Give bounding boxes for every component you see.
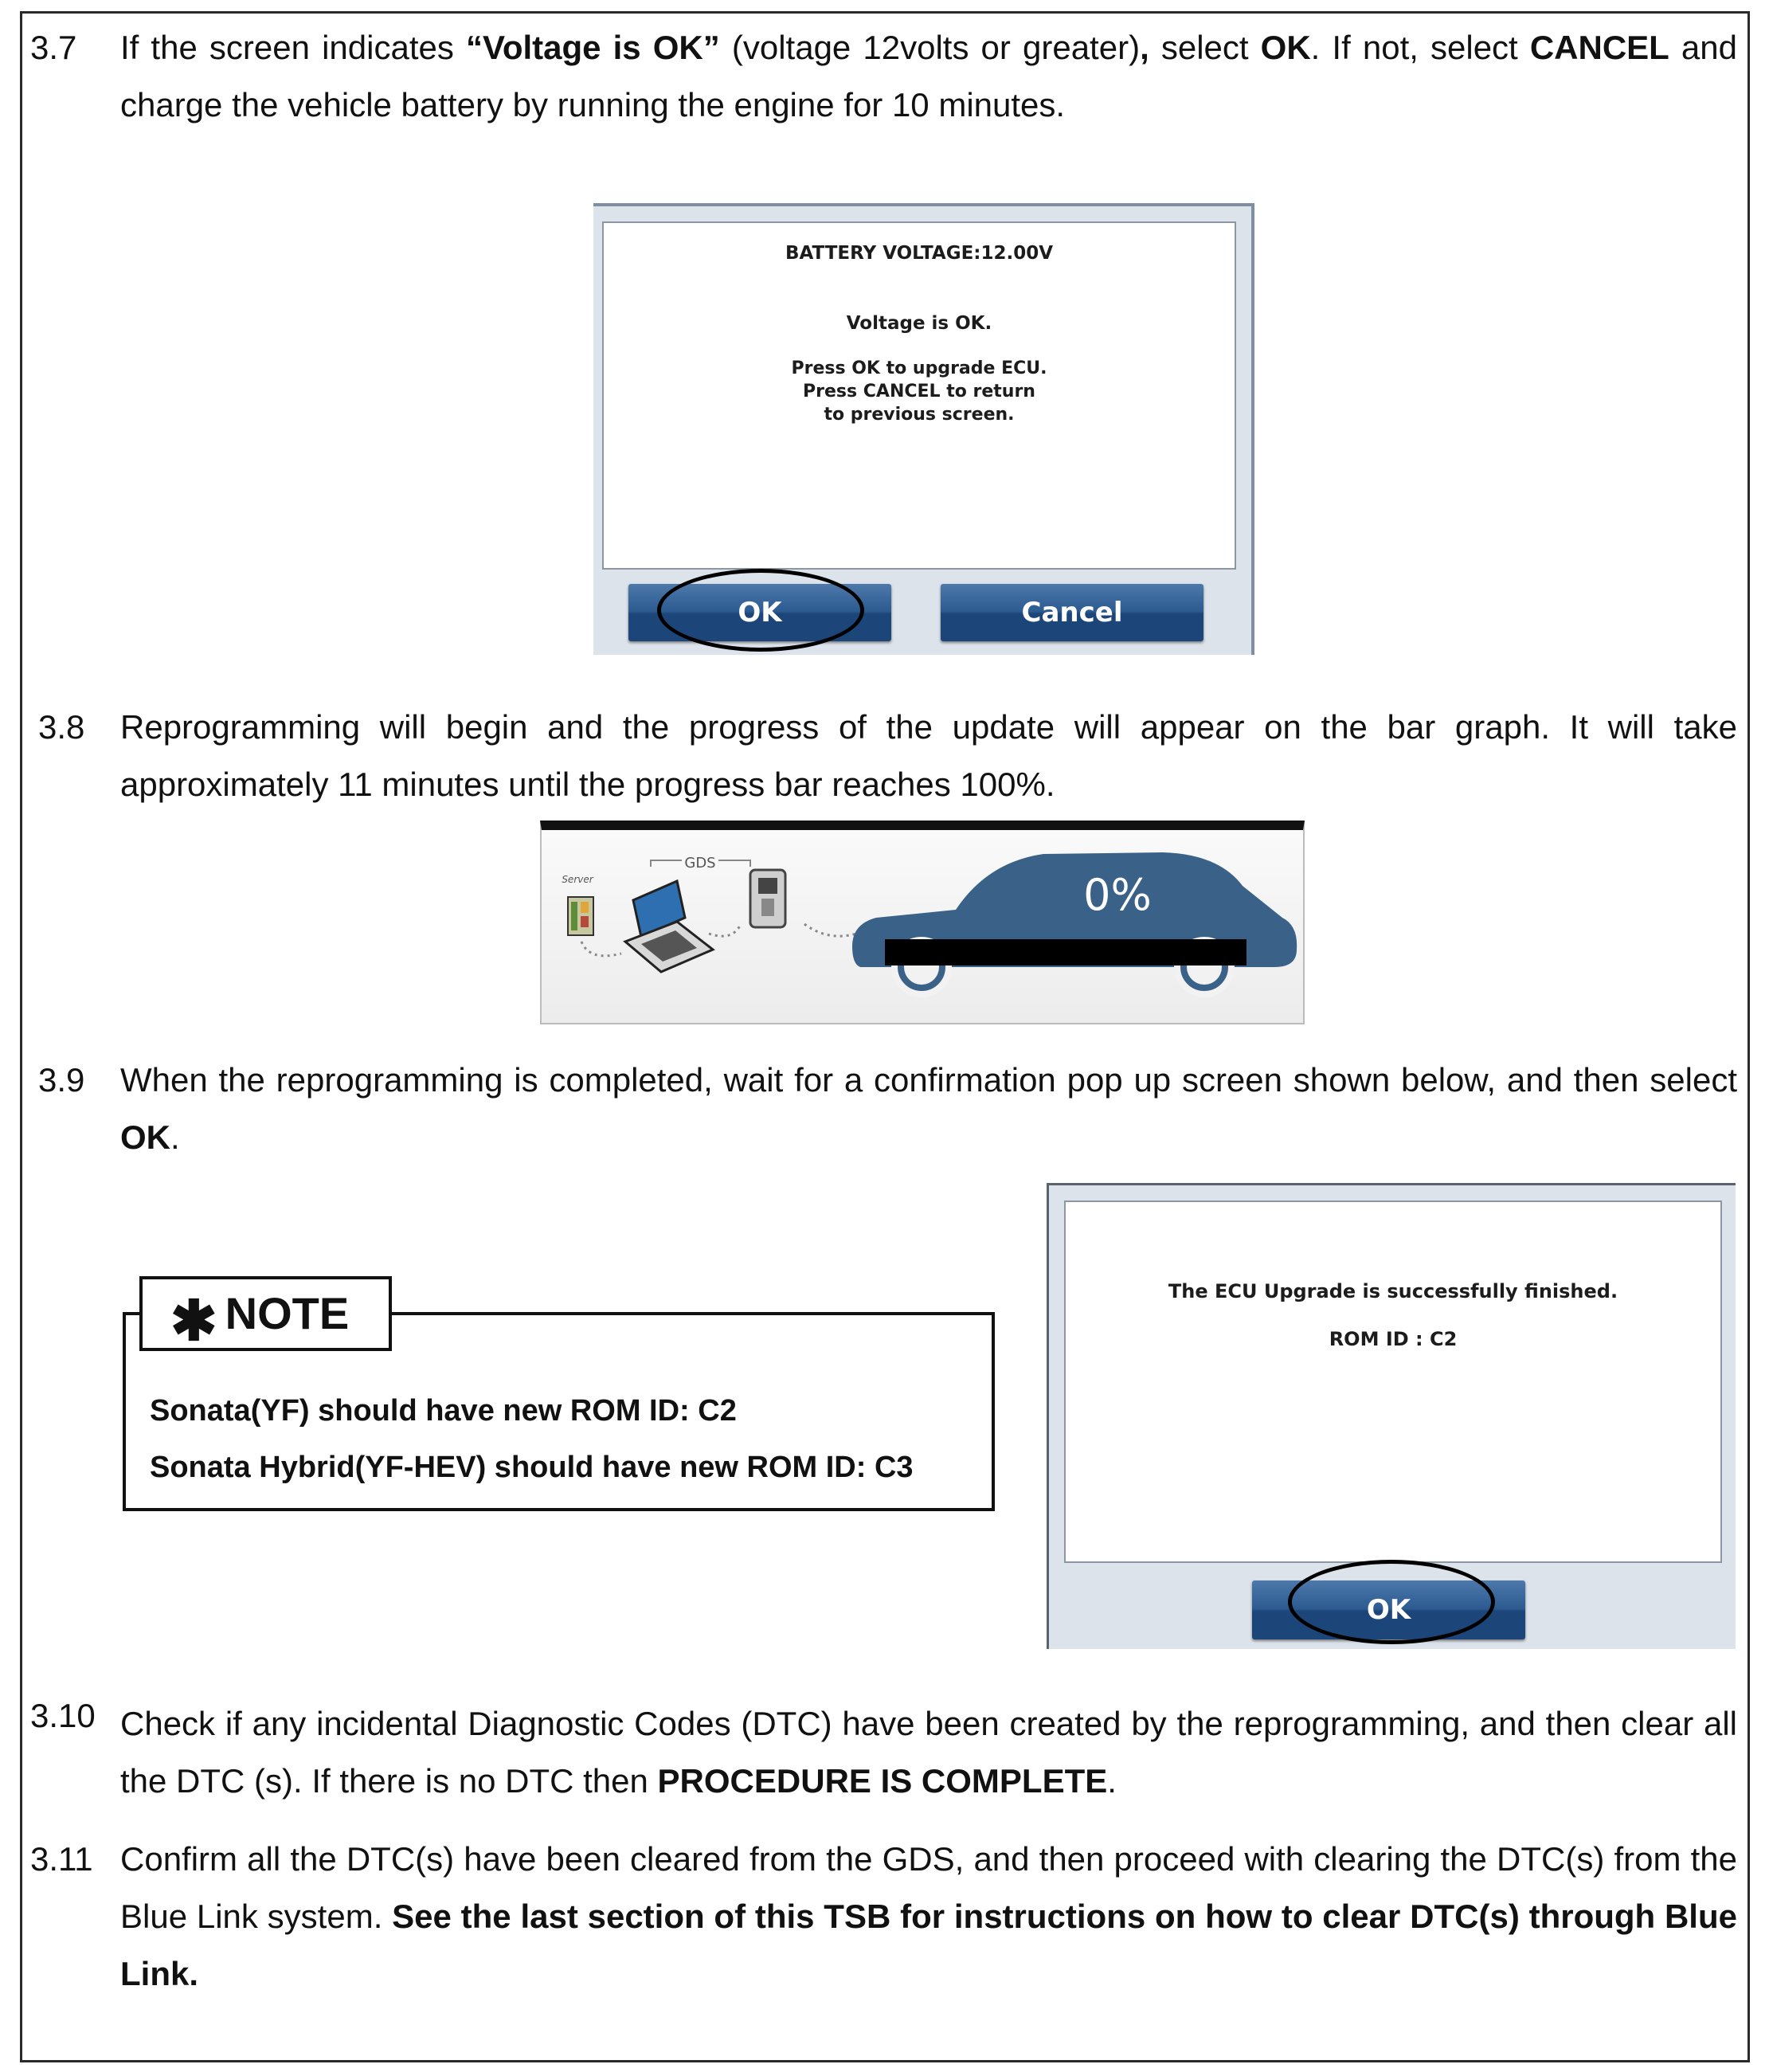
rom-id: ROM ID : C2 bbox=[1329, 1328, 1458, 1350]
instruction-line-2: Press CANCEL to return bbox=[803, 382, 1035, 401]
ok-highlight-ellipse bbox=[1288, 1560, 1495, 1644]
step-number: 3.8 bbox=[38, 708, 85, 746]
dialog-message-panel bbox=[1064, 1201, 1722, 1563]
instruction-line-1: Press OK to upgrade ECU. bbox=[791, 358, 1047, 378]
step-number: 3.7 bbox=[30, 29, 77, 66]
ok-button[interactable]: OK bbox=[1252, 1580, 1525, 1639]
note-line-2: Sonata Hybrid(YF-HEV) should have new ROM ID: C3 bbox=[150, 1451, 914, 1484]
step-text: Check if any incidental Diagnostic Codes (DTC) have been created by the reprogramming, and then clear all the DTC (s). If there is no DTC then PROCEDURE IS COMPLETE. bbox=[120, 1705, 1737, 1800]
reprogramming-progress-graphic bbox=[540, 821, 1305, 1024]
step-number: 3.9 bbox=[38, 1061, 85, 1099]
ok-highlight-ellipse bbox=[657, 569, 864, 652]
instruction-line-3: to previous screen. bbox=[824, 405, 1015, 425]
dialog-title: BATTERY VOLTAGE:12.00V bbox=[785, 243, 1054, 264]
step-text: When the reprogramming is completed, wait for a confirmation pop up screen shown below, and then select OK. bbox=[120, 1061, 1737, 1156]
vci-device-icon bbox=[750, 870, 785, 927]
note-title: NOTE bbox=[225, 1288, 350, 1338]
laptop-icon bbox=[625, 881, 713, 972]
step-text: Confirm all the DTC(s) have been cleared from the GDS, and then proceed with clearing the DTC(s) from the Blue Link system. See the last section of this TSB for instructions on how to clear DTC(s) through Blue Link. bbox=[120, 1840, 1737, 1992]
progress-illustration bbox=[542, 830, 1303, 1023]
step-number: 3.10 bbox=[30, 1697, 96, 1734]
progress-bar-track bbox=[885, 939, 1247, 965]
finished-message: The ECU Upgrade is successfully finished. bbox=[1168, 1280, 1618, 1302]
voltage-status: Voltage is OK. bbox=[846, 313, 992, 334]
vehicle-silhouette bbox=[852, 852, 1297, 994]
gds-label: GDS bbox=[684, 855, 716, 871]
asterisk-icon: ✱ bbox=[170, 1290, 217, 1352]
cancel-button[interactable]: Cancel bbox=[941, 584, 1203, 641]
ok-button[interactable]: OK bbox=[628, 584, 891, 641]
server-cable bbox=[581, 942, 621, 956]
note-line-1: Sonata(YF) should have new ROM ID: C2 bbox=[150, 1394, 737, 1428]
step-number: 3.11 bbox=[30, 1840, 93, 1878]
note-header bbox=[139, 1276, 392, 1351]
step-text: If the screen indicates “Voltage is OK” (voltage 12volts or greater), select OK. If not, select CANCEL and charge the vehicle battery by running the engine for 10 minutes. bbox=[120, 29, 1738, 123]
server-label: Server bbox=[562, 874, 593, 885]
progress-percent: 0% bbox=[1083, 870, 1152, 920]
dialog-message-panel bbox=[602, 221, 1236, 570]
vehicle-cable bbox=[804, 924, 856, 936]
server-icon bbox=[568, 897, 593, 935]
step-text: Reprogramming will begin and the progress of the update will appear on the bar graph. It will take approximately 11 minutes until the progress bar reaches 100%. bbox=[120, 708, 1737, 803]
laptop-cable bbox=[709, 924, 741, 936]
